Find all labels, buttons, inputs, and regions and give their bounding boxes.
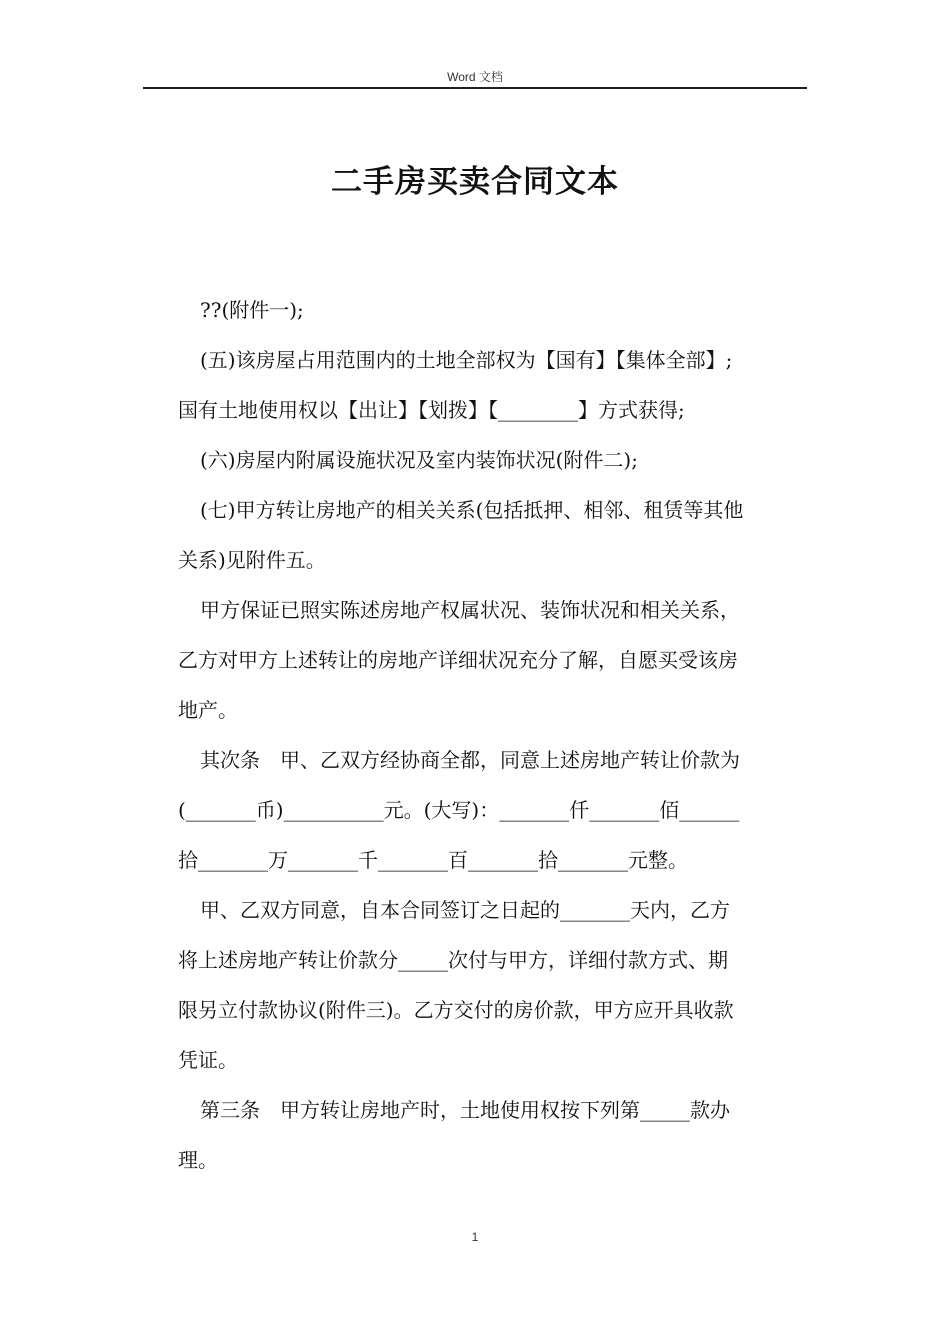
body-line: ??(附件一);	[200, 298, 304, 322]
body-line: 关系)见附件五。	[178, 548, 326, 572]
document-title: 二手房买卖合同文本	[331, 164, 619, 200]
body-line: (五)该房屋占用范围内的土地全部权为【国有】【集体全部】;	[200, 348, 733, 372]
body-line: 乙方对甲方上述转让的房地产详细状况充分了解，自愿买受该房	[178, 648, 738, 672]
body-line: 第三条 甲方转让房地产时，土地使用权按下列第_____款办	[200, 1098, 730, 1122]
body-line: 拾_______万_______千_______百_______拾_______元整。	[178, 848, 688, 872]
body-line: 国有土地使用权以【出让】【划拨】【________】方式获得;	[178, 398, 685, 422]
document-body	[178, 291, 803, 1191]
body-line: 理。	[178, 1148, 218, 1172]
body-line: (六)房屋内附属设施状况及室内装饰状况(附件二);	[200, 448, 638, 472]
body-line: 将上述房地产转让价款分_____次付与甲方，详细付款方式、期	[178, 948, 728, 972]
page-number: 1	[471, 1230, 479, 1244]
header-divider	[143, 87, 807, 89]
body-line: 限另立付款协议(附件三)。乙方交付的房价款，甲方应开具收款	[178, 998, 734, 1022]
page-header: Word 文档	[447, 70, 503, 84]
body-line: 甲方保证已照实陈述房地产权属状况、装饰状况和相关关系，	[200, 598, 740, 622]
body-line: 地产。	[178, 698, 238, 722]
body-line: (_______币)__________元。(大写)：_______仟_______佰______	[178, 798, 740, 822]
body-line: 甲、乙双方同意，自本合同签订之日起的_______天内，乙方	[200, 898, 730, 922]
body-line: 其次条 甲、乙双方经协商全都，同意上述房地产转让价款为	[200, 748, 740, 772]
body-line: 凭证。	[178, 1048, 238, 1072]
body-line: (七)甲方转让房地产的相关关系(包括抵押、相邻、租赁等其他	[200, 498, 744, 522]
